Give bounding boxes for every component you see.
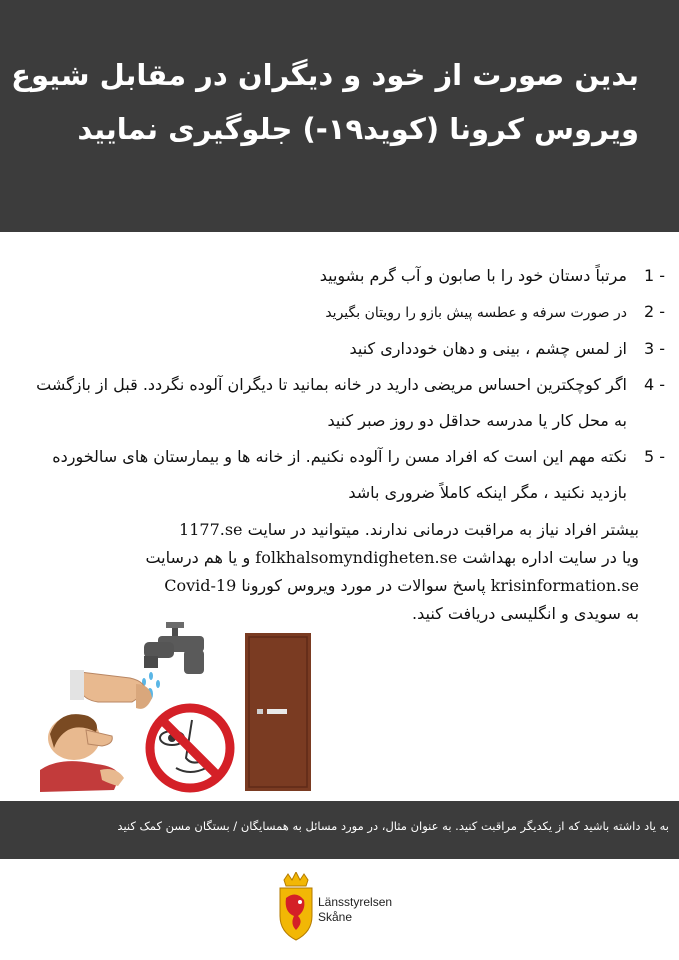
info-line-2 bbox=[39, 544, 639, 572]
info-line-3 bbox=[39, 572, 639, 600]
door-icon bbox=[245, 633, 311, 791]
agency-name-line-2: Skåne bbox=[318, 910, 353, 924]
item-number: 3 - bbox=[643, 339, 665, 358]
page-title bbox=[11, 48, 639, 156]
faucet-icon bbox=[144, 622, 204, 674]
covid-label: Covid-19 bbox=[164, 576, 237, 595]
list-item bbox=[25, 331, 665, 367]
item-text: مرتباً دستان خود را با صابون و آب گرم بشویید bbox=[319, 266, 627, 285]
advice-list bbox=[25, 258, 665, 511]
lansstyrelsen-logo bbox=[276, 872, 436, 944]
footer-text: به یاد داشته باشید که از یکدیگر مراقبت کنید. به عنوان مثال، در مورد مسائل به همسایگان / بستگان مسن کمک کنید bbox=[117, 819, 669, 833]
item-number: 1 - bbox=[643, 266, 665, 285]
info-text: پاسخ سوالات در مورد ویروس کورونا bbox=[241, 576, 486, 595]
item-number: 4 - bbox=[643, 375, 665, 394]
link-folkhalsomyndigheten[interactable]: folkhalsomyndigheten.se bbox=[255, 548, 458, 567]
title-line-2: ویروس کرونا (کوید۱۹-) جلوگیری نمایید bbox=[77, 112, 639, 146]
item-number: 5 - bbox=[643, 447, 665, 466]
item-text: نکته مهم این است که افراد مسن را آلوده نکنیم. از خانه ها و بیمارستان های سالخورده بازدید نکنید ، مگر اینکه کاملاً ضروری باشد bbox=[52, 447, 627, 502]
info-line-4: به سویدی و انگلیسی دریافت کنید. bbox=[412, 604, 639, 623]
list-item bbox=[25, 439, 665, 511]
item-text: از لمس چشم ، بینی و دهان خودداری کنید bbox=[349, 339, 627, 358]
crest-icon bbox=[276, 872, 316, 942]
footer-banner bbox=[0, 801, 679, 859]
info-text: و یا هم درسایت bbox=[145, 548, 251, 567]
item-text: در صورت سرفه و عطسه پیش بازو را رویتان بگیرید bbox=[325, 305, 627, 321]
washing-hands-icon bbox=[70, 670, 152, 709]
info-text: ویا در سایت اداره بهداشت bbox=[462, 548, 639, 567]
info-text: بیشتر افراد نیاز به مراقبت درمانی ندارند. میتوانید در سایت bbox=[247, 520, 639, 539]
agency-name bbox=[318, 895, 392, 925]
header-banner bbox=[0, 0, 679, 232]
list-item bbox=[25, 294, 665, 331]
item-text: اگر کوچکترین احساس مریضی دارید در خانه بمانید تا دیگران آلوده نگردد. قبل از بازگشت به محل کار یا مدرسه حداقل دو روز صبر کنید bbox=[36, 375, 627, 430]
link-krisinformation[interactable]: krisinformation.se bbox=[490, 576, 639, 595]
list-item bbox=[25, 258, 665, 294]
item-number: 2 - bbox=[643, 302, 665, 321]
list-item bbox=[25, 367, 665, 439]
info-line-1 bbox=[39, 516, 639, 544]
coughing-person-icon bbox=[40, 714, 124, 792]
no-face-touching-icon bbox=[150, 708, 230, 788]
agency-name-line-1: Länsstyrelsen bbox=[318, 895, 393, 909]
title-line-1: بدین صورت از خود و دیگران در مقابل شیوع bbox=[11, 58, 639, 92]
link-1177[interactable]: 1177.se bbox=[179, 520, 243, 539]
info-paragraph bbox=[39, 516, 639, 628]
